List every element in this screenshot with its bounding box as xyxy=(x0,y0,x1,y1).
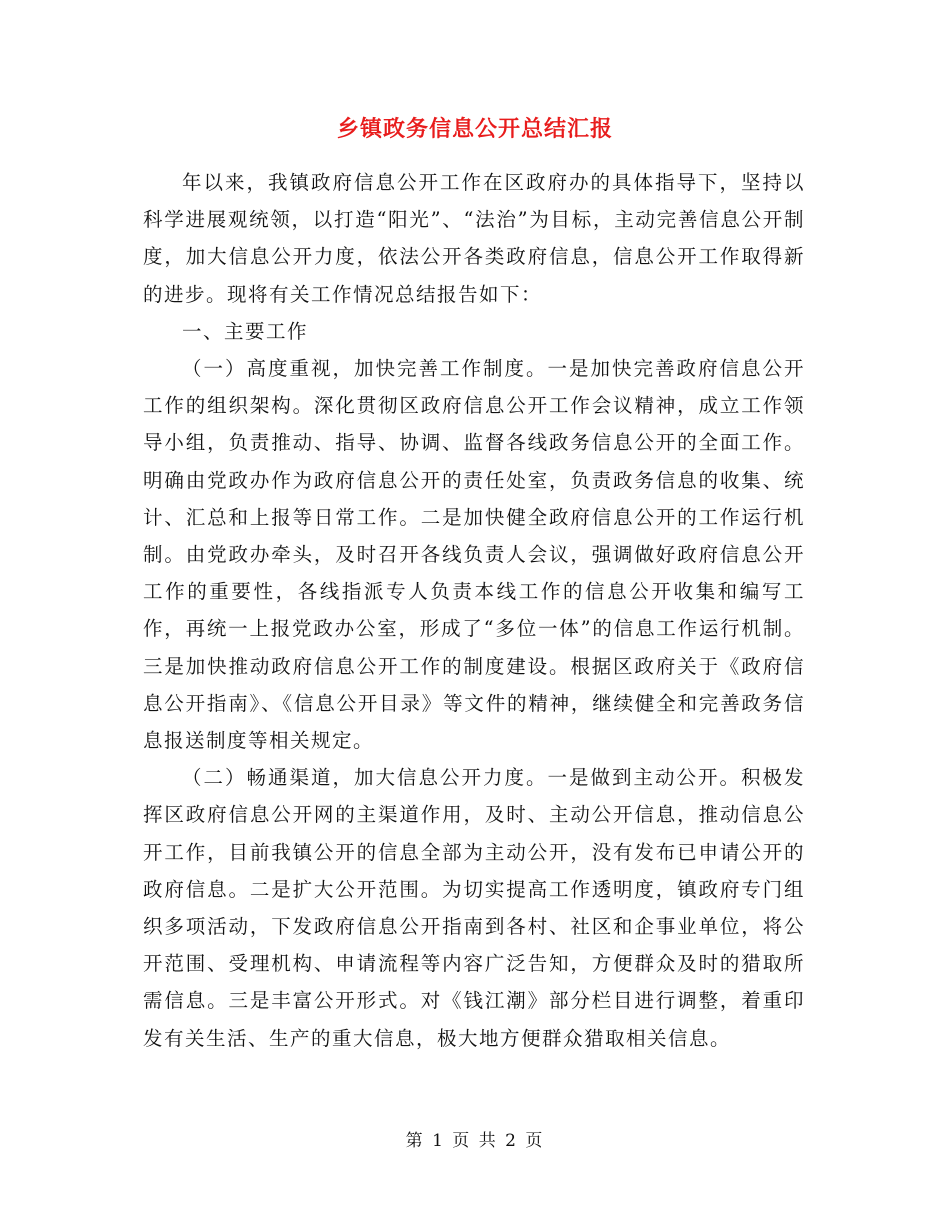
section-heading-main-work: 一、主要工作 xyxy=(182,319,309,343)
paragraph-section-2: （二）畅通渠道，加大信息公开力度。一是做到主动公开。积极发挥区政府信息公开网的主渠道作用，及时、主动公开信息，推动信息公开工作，目前我镇公开的信息全部为主动公开，没有发布已申请公开的政府信息。二是扩大公开范围。为切实提高工作透明度，镇政府专门组织多项活动，下发政府信息公开指南到各村、社区和企事业单位，将公开范围、受理机构、申请流程等内容广泛告知，方便群众及时的猎取所需信息。三是丰富公开形式。对《钱江潮》部分栏目进行调整，着重印发有关生活、生产的重大信息，极大地方便群众猎取相关信息。 xyxy=(143,766,805,1050)
page-number-footer: 第 1 页 共 2 页 xyxy=(405,1131,545,1151)
paragraph-section-1: （一）高度重视，加快完善工作制度。一是加快完善政府信息公开工作的组织架构。深化贯彻区政府信息公开工作会议精神，成立工作领导小组，负责推动、指导、协调、监督各线政务信息公开的全面工作。明确由党政办作为政府信息公开的责任处室，负责政务信息的收集、统计、汇总和上报等日常工作。二是加快健全政府信息公开的工作运行机制。由党政办牵头，及时召开各线负责人会议，强调做好政府信息公开工作的重要性，各线指派专人负责本线工作的信息公开收集和编写工作，再统一上报党政办公室，形成了“多位一体”的信息工作运行机制。三是加快推动政府信息公开工作的制度建设。根据区政府关于《政府信息公开指南》、《信息公开目录》等文件的精神，继续健全和完善政务信息报送制度等相关规定。 xyxy=(143,357,805,753)
paragraph-intro: 年以来，我镇政府信息公开工作在区政府办的具体指导下，坚持以科学进展观统领，以打造“阳光”、“法治”为目标，主动完善信息公开制度，加大信息公开力度，依法公开各类政府信息，信息公开工作取得新的进步。现将有关工作情况总结报告如下： xyxy=(143,171,805,306)
document-title: 乡镇政务信息公开总结汇报 xyxy=(336,116,613,142)
document-body xyxy=(143,164,805,1057)
